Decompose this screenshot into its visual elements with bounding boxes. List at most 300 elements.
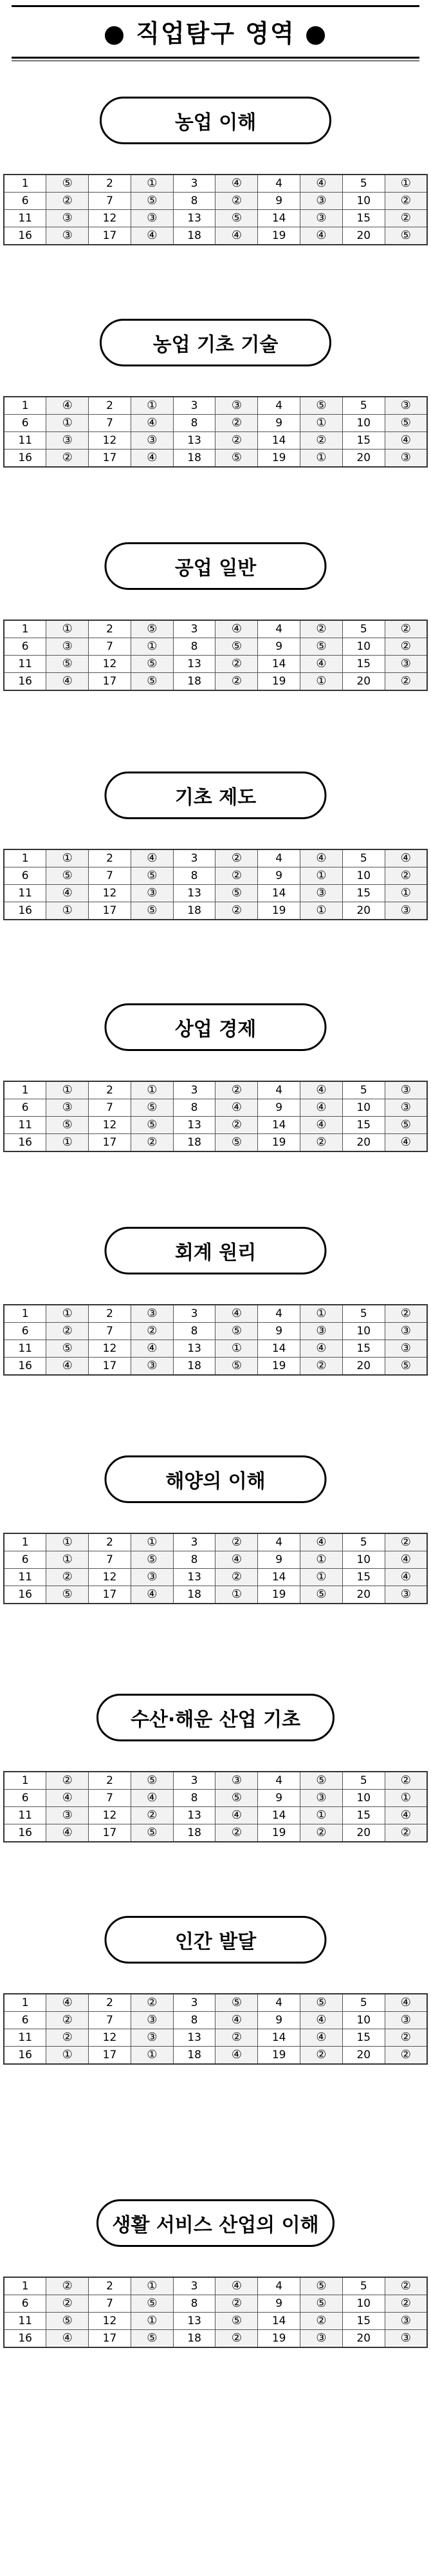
question-number: 3 [173, 1081, 216, 1099]
table-row [4, 849, 427, 867]
question-number: 8 [173, 415, 216, 432]
subject-title: 수산·해운 산업 기초 [96, 1694, 335, 1741]
answer-choice: ⑤ [300, 1586, 343, 1604]
answer-choice: ④ [385, 1134, 427, 1152]
answer-choice: ② [385, 2277, 427, 2295]
table-row [4, 1551, 427, 1569]
answer-choice: ④ [216, 1099, 258, 1117]
answer-choice: ④ [385, 849, 427, 867]
answer-choice: ① [131, 397, 173, 415]
question-number: 17 [89, 227, 131, 245]
question-number: 19 [258, 1358, 300, 1376]
table-row [4, 638, 427, 656]
question-number: 16 [4, 450, 46, 468]
question-number: 17 [89, 1824, 131, 1842]
subject-title: 공업 일반 [105, 542, 327, 590]
answer-choice: ③ [385, 1586, 427, 1604]
question-number: 2 [89, 849, 131, 867]
question-number: 18 [173, 673, 216, 691]
answer-choice: ① [216, 1586, 258, 1604]
answer-choice: ② [216, 1824, 258, 1842]
answer-choice: ① [300, 1305, 343, 1323]
answer-choice: ① [216, 1340, 258, 1358]
question-number: 8 [173, 2012, 216, 2029]
question-number: 12 [89, 210, 131, 227]
answer-choice: ④ [300, 1340, 343, 1358]
question-number: 15 [342, 1340, 385, 1358]
question-number: 8 [173, 867, 216, 885]
answer-choice: ④ [131, 1340, 173, 1358]
answer-choice: ⑤ [131, 2330, 173, 2348]
answer-choice: ① [46, 415, 89, 432]
question-number: 4 [258, 1305, 300, 1323]
question-number: 4 [258, 1772, 300, 1790]
answer-choice: ⑤ [216, 1358, 258, 1376]
answer-choice: ③ [216, 1772, 258, 1790]
answer-table [3, 1533, 428, 1604]
question-number: 8 [173, 2295, 216, 2313]
answer-choice: ② [46, 2012, 89, 2029]
answer-choice: ① [131, 1533, 173, 1551]
answer-choice: ⑤ [131, 1772, 173, 1790]
question-number: 11 [4, 2313, 46, 2330]
question-number: 17 [89, 450, 131, 468]
question-number: 10 [342, 2295, 385, 2313]
table-row [4, 1807, 427, 1824]
answer-choice: ⑤ [300, 1994, 343, 2012]
answer-choice: ② [385, 620, 427, 638]
answer-choice: ③ [46, 1807, 89, 1824]
question-number: 9 [258, 1551, 300, 1569]
answer-choice: ② [216, 1569, 258, 1586]
answer-choice: ② [385, 193, 427, 210]
answer-choice: ④ [300, 656, 343, 673]
question-number: 3 [173, 1305, 216, 1323]
answer-choice: ⑤ [216, 210, 258, 227]
question-number: 15 [342, 656, 385, 673]
question-number: 18 [173, 1824, 216, 1842]
question-number: 10 [342, 415, 385, 432]
answer-choice: ④ [216, 1305, 258, 1323]
answer-choice: ② [216, 673, 258, 691]
answer-choice: ② [300, 2047, 343, 2065]
answer-choice: ② [300, 1134, 343, 1152]
table-row [4, 2047, 427, 2065]
table-row [4, 1134, 427, 1152]
answer-choice: ② [216, 902, 258, 920]
question-number: 2 [89, 1081, 131, 1099]
question-number: 18 [173, 2330, 216, 2348]
question-number: 1 [4, 397, 46, 415]
question-number: 4 [258, 620, 300, 638]
answer-choice: ⑤ [385, 1117, 427, 1134]
table-row [4, 1533, 427, 1551]
question-number: 2 [89, 620, 131, 638]
answer-choice: ④ [216, 227, 258, 245]
answer-choice: ② [46, 2295, 89, 2313]
answer-choice: ④ [300, 1533, 343, 1551]
question-number: 1 [4, 1533, 46, 1551]
question-number: 5 [342, 1081, 385, 1099]
question-number: 19 [258, 2047, 300, 2065]
answer-choice: ③ [131, 2029, 173, 2047]
question-number: 13 [173, 1117, 216, 1134]
answer-table [3, 1304, 428, 1376]
question-number: 17 [89, 2330, 131, 2348]
answer-choice: ③ [385, 450, 427, 468]
answer-choice: ② [385, 638, 427, 656]
answer-choice: ③ [131, 885, 173, 902]
question-number: 19 [258, 1586, 300, 1604]
answer-choice: ⑤ [385, 227, 427, 245]
question-number: 9 [258, 193, 300, 210]
answer-choice: ② [385, 2029, 427, 2047]
question-number: 10 [342, 193, 385, 210]
question-number: 7 [89, 867, 131, 885]
table-row [4, 210, 427, 227]
question-number: 16 [4, 673, 46, 691]
question-number: 13 [173, 2313, 216, 2330]
answer-choice: ③ [46, 432, 89, 450]
table-row [4, 1305, 427, 1323]
answer-choice: ⑤ [216, 1323, 258, 1340]
question-number: 9 [258, 1099, 300, 1117]
question-number: 16 [4, 1358, 46, 1376]
question-number: 20 [342, 227, 385, 245]
question-number: 13 [173, 656, 216, 673]
table-row [4, 1569, 427, 1586]
question-number: 15 [342, 885, 385, 902]
answer-choice: ⑤ [300, 2277, 343, 2295]
question-number: 19 [258, 902, 300, 920]
answer-choice: ② [216, 1117, 258, 1134]
table-row [4, 902, 427, 920]
question-number: 8 [173, 193, 216, 210]
answer-table [3, 620, 428, 691]
question-number: 8 [173, 1323, 216, 1340]
answer-choice: ③ [300, 1323, 343, 1340]
question-number: 6 [4, 193, 46, 210]
answer-choice: ① [46, 849, 89, 867]
answer-choice: ④ [385, 1551, 427, 1569]
answer-choice: ① [46, 1551, 89, 1569]
table-row [4, 2330, 427, 2348]
question-number: 7 [89, 1790, 131, 1807]
answer-choice: ③ [385, 1081, 427, 1099]
answer-choice: ⑤ [131, 867, 173, 885]
table-row [4, 193, 427, 210]
table-row [4, 1099, 427, 1117]
subject-title: 생활 서비스 산업의 이해 [96, 2199, 335, 2247]
answer-choice: ④ [385, 432, 427, 450]
question-number: 11 [4, 1569, 46, 1586]
question-number: 10 [342, 2012, 385, 2029]
answer-choice: ④ [46, 673, 89, 691]
answer-choice: ② [46, 1772, 89, 1790]
answer-choice: ⑤ [131, 1099, 173, 1117]
answer-choice: ② [46, 1323, 89, 1340]
answer-choice: ④ [131, 450, 173, 468]
answer-choice: ① [46, 1305, 89, 1323]
answer-choice: ④ [385, 1994, 427, 2012]
question-number: 5 [342, 1994, 385, 2012]
answer-choice: ④ [216, 175, 258, 193]
answer-choice: ④ [216, 620, 258, 638]
answer-choice: ③ [46, 638, 89, 656]
answer-choice: ③ [131, 432, 173, 450]
table-row [4, 1117, 427, 1134]
question-number: 7 [89, 2012, 131, 2029]
answer-choice: ② [385, 1772, 427, 1790]
answer-table [3, 1081, 428, 1152]
answer-choice: ④ [131, 227, 173, 245]
answer-choice: ② [131, 1994, 173, 2012]
question-number: 14 [258, 210, 300, 227]
answer-choice: ④ [300, 227, 343, 245]
question-number: 1 [4, 1772, 46, 1790]
table-row [4, 227, 427, 245]
question-number: 10 [342, 1323, 385, 1340]
question-number: 11 [4, 1807, 46, 1824]
question-number: 14 [258, 1807, 300, 1824]
question-number: 10 [342, 638, 385, 656]
question-number: 13 [173, 1569, 216, 1586]
question-number: 12 [89, 432, 131, 450]
page-header [12, 5, 419, 62]
question-number: 2 [89, 1994, 131, 2012]
answer-choice: ③ [385, 2313, 427, 2330]
answer-choice: ④ [385, 1569, 427, 1586]
table-row [4, 620, 427, 638]
answer-choice: ① [131, 638, 173, 656]
answer-choice: ② [385, 867, 427, 885]
subject-title: 농업 기초 기술 [100, 319, 331, 366]
question-number: 7 [89, 193, 131, 210]
question-number: 17 [89, 902, 131, 920]
question-number: 18 [173, 1586, 216, 1604]
question-number: 5 [342, 175, 385, 193]
answer-choice: ② [385, 2047, 427, 2065]
answer-choice: ① [46, 1081, 89, 1099]
answer-choice: ⑤ [216, 638, 258, 656]
question-number: 19 [258, 673, 300, 691]
question-number: 10 [342, 1790, 385, 1807]
answer-choice: ⑤ [46, 1586, 89, 1604]
answer-choice: ② [131, 1323, 173, 1340]
answer-choice: ② [216, 2029, 258, 2047]
answer-choice: ④ [385, 1807, 427, 1824]
answer-choice: ④ [300, 2012, 343, 2029]
answer-choice: ③ [385, 656, 427, 673]
answer-choice: ③ [46, 210, 89, 227]
question-number: 18 [173, 1134, 216, 1152]
answer-choice: ② [385, 2295, 427, 2313]
answer-choice: ⑤ [216, 2313, 258, 2330]
question-number: 1 [4, 2277, 46, 2295]
subject-title: 농업 이해 [100, 97, 331, 144]
question-number: 7 [89, 415, 131, 432]
question-number: 3 [173, 2277, 216, 2295]
question-number: 5 [342, 397, 385, 415]
answer-choice: ② [216, 1081, 258, 1099]
answer-choice: ④ [216, 1551, 258, 1569]
answer-choice: ④ [46, 1358, 89, 1376]
answer-choice: ④ [300, 1099, 343, 1117]
question-number: 4 [258, 397, 300, 415]
question-number: 16 [4, 1824, 46, 1842]
header-top-rule [12, 5, 419, 7]
answer-choice: ⑤ [216, 1790, 258, 1807]
answer-choice: ① [300, 1569, 343, 1586]
question-number: 3 [173, 1772, 216, 1790]
question-number: 7 [89, 1099, 131, 1117]
question-number: 7 [89, 1551, 131, 1569]
answer-choice: ① [300, 1551, 343, 1569]
question-number: 2 [89, 1305, 131, 1323]
answer-choice: ① [46, 1134, 89, 1152]
answer-choice: ② [46, 450, 89, 468]
answer-choice: ⑤ [46, 2313, 89, 2330]
table-row [4, 2295, 427, 2313]
question-number: 14 [258, 1117, 300, 1134]
question-number: 17 [89, 1358, 131, 1376]
question-number: 12 [89, 1117, 131, 1134]
answer-choice: ② [385, 1824, 427, 1842]
question-number: 19 [258, 1824, 300, 1842]
answer-choice: ① [300, 902, 343, 920]
answer-choice: ⑤ [46, 1117, 89, 1134]
table-row [4, 450, 427, 468]
answer-choice: ④ [46, 1994, 89, 2012]
answer-choice: ⑤ [46, 867, 89, 885]
answer-choice: ② [46, 2029, 89, 2047]
answer-choice: ① [385, 175, 427, 193]
question-number: 3 [173, 849, 216, 867]
answer-choice: ③ [216, 397, 258, 415]
question-number: 17 [89, 1586, 131, 1604]
question-number: 6 [4, 1790, 46, 1807]
answer-choice: ① [131, 175, 173, 193]
answer-choice: ③ [300, 1790, 343, 1807]
question-number: 11 [4, 1340, 46, 1358]
table-row [4, 2277, 427, 2295]
answer-choice: ⑤ [216, 1994, 258, 2012]
question-number: 12 [89, 885, 131, 902]
question-number: 16 [4, 902, 46, 920]
subject-title: 회계 원리 [105, 1227, 327, 1274]
question-number: 1 [4, 1994, 46, 2012]
answer-choice: ④ [131, 1586, 173, 1604]
table-row [4, 432, 427, 450]
question-number: 18 [173, 450, 216, 468]
question-number: 13 [173, 885, 216, 902]
answer-choice: ③ [131, 210, 173, 227]
answer-choice: ② [216, 415, 258, 432]
question-number: 14 [258, 885, 300, 902]
question-number: 6 [4, 638, 46, 656]
question-number: 9 [258, 867, 300, 885]
answer-choice: ③ [385, 1099, 427, 1117]
answer-choice: ④ [300, 1117, 343, 1134]
question-number: 14 [258, 2029, 300, 2047]
subject-title: 기초 제도 [105, 772, 327, 819]
question-number: 12 [89, 2313, 131, 2330]
answer-choice: ② [385, 673, 427, 691]
answer-choice: ② [46, 1569, 89, 1586]
question-number: 13 [173, 1340, 216, 1358]
question-number: 18 [173, 902, 216, 920]
answer-choice: ② [300, 432, 343, 450]
question-number: 16 [4, 1586, 46, 1604]
answer-choice: ④ [300, 1081, 343, 1099]
answer-choice: ② [216, 432, 258, 450]
question-number: 7 [89, 638, 131, 656]
answer-choice: ⑤ [46, 175, 89, 193]
table-row [4, 1081, 427, 1099]
answer-choice: ② [300, 620, 343, 638]
answer-choice: ① [46, 1533, 89, 1551]
question-number: 16 [4, 2047, 46, 2065]
answer-choice: ② [300, 1358, 343, 1376]
answer-choice: ② [216, 867, 258, 885]
answer-choice: ⑤ [131, 620, 173, 638]
answer-choice: ④ [46, 1790, 89, 1807]
answer-choice: ② [131, 1134, 173, 1152]
table-row [4, 415, 427, 432]
answer-choice: ⑤ [216, 1134, 258, 1152]
question-number: 14 [258, 2313, 300, 2330]
question-number: 8 [173, 1099, 216, 1117]
answer-choice: ③ [385, 397, 427, 415]
question-number: 1 [4, 1081, 46, 1099]
question-number: 4 [258, 1533, 300, 1551]
question-number: 9 [258, 1323, 300, 1340]
table-row [4, 1586, 427, 1604]
question-number: 3 [173, 1533, 216, 1551]
question-number: 6 [4, 1323, 46, 1340]
question-number: 2 [89, 1772, 131, 1790]
question-number: 13 [173, 1807, 216, 1824]
question-number: 6 [4, 2295, 46, 2313]
question-number: 5 [342, 1772, 385, 1790]
answer-choice: ② [216, 2295, 258, 2313]
question-number: 19 [258, 227, 300, 245]
answer-choice: ① [131, 2047, 173, 2065]
question-number: 20 [342, 1358, 385, 1376]
question-number: 5 [342, 2277, 385, 2295]
answer-choice: ⑤ [131, 656, 173, 673]
answer-choice: ② [385, 210, 427, 227]
question-number: 14 [258, 432, 300, 450]
answer-choice: ⑤ [300, 2295, 343, 2313]
subject-title: 인간 발달 [105, 1916, 327, 1964]
question-number: 17 [89, 2047, 131, 2065]
question-number: 20 [342, 1586, 385, 1604]
answer-choice: ② [216, 849, 258, 867]
answer-choice: ④ [216, 1807, 258, 1824]
question-number: 20 [342, 2047, 385, 2065]
answer-choice: ④ [46, 397, 89, 415]
question-number: 12 [89, 1569, 131, 1586]
question-number: 6 [4, 1551, 46, 1569]
answer-choice: ② [300, 1824, 343, 1842]
answer-choice: ⑤ [131, 673, 173, 691]
answer-table [3, 1771, 428, 1842]
question-number: 15 [342, 2313, 385, 2330]
answer-choice: ③ [385, 1340, 427, 1358]
question-number: 13 [173, 2029, 216, 2047]
question-number: 2 [89, 175, 131, 193]
